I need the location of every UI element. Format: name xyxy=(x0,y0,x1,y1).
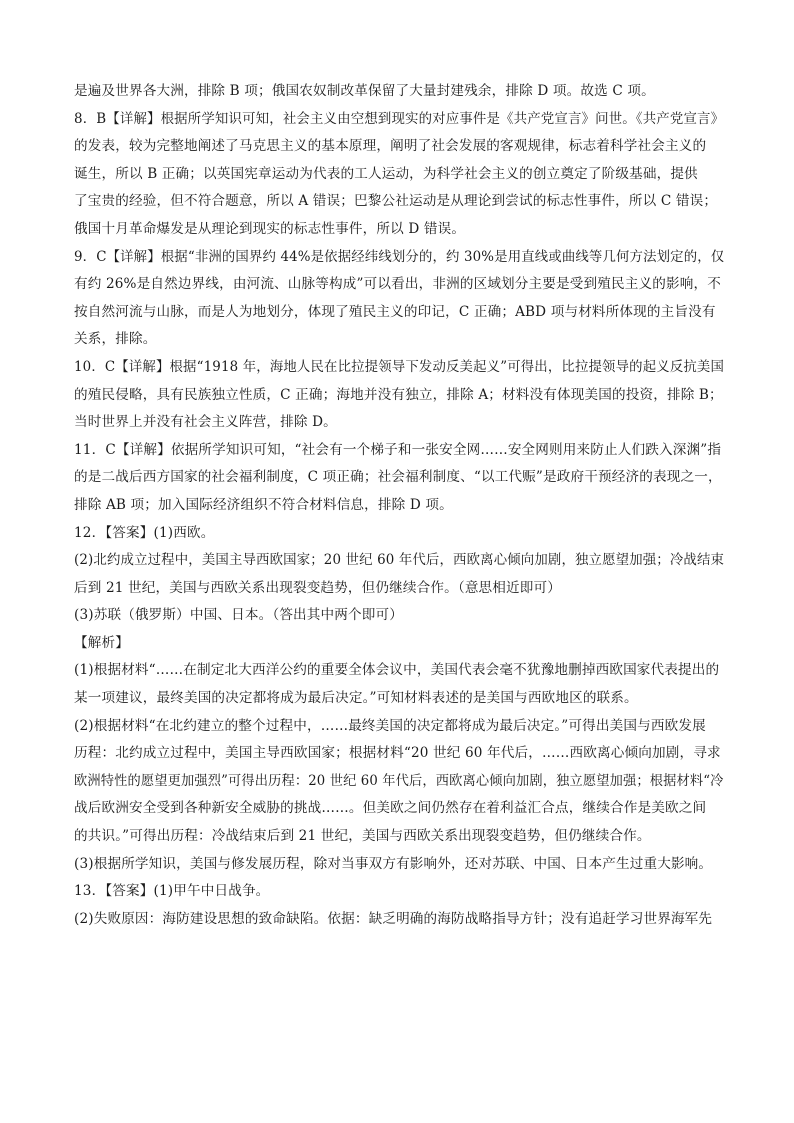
text-line: 关系，排除。 xyxy=(74,331,157,348)
text-line: 当时世界上并没有社会主义阵营，排除 D。 xyxy=(74,414,337,431)
text-line: (2)根据材料“在北约建立的整个过程中，……最终美国的决定都将成为最后决定。”可得出美国与西欧发展 xyxy=(74,717,706,734)
document-body xyxy=(74,78,724,933)
text-line: 某一项建议，最终美国的决定都将成为最后决定。”可知材料表述的是美国与西欧地区的联系。 xyxy=(74,690,638,707)
text-line: 是遍及世界各大洲，排除 B 项；俄国农奴制改革保留了大量封建残余，排除 D 项。故选 C 项。 xyxy=(74,83,655,99)
analysis-heading: 【解析】 xyxy=(74,634,129,651)
question-13-answer-line: 13．【答案】(1)甲午中日战争。 xyxy=(74,883,270,900)
question-8-line: 8．B【详解】根据所学知识可知，社会主义由空想到现实的对应事件是《共产党宣言》问世。《共产党宣言》 xyxy=(74,110,725,127)
text-line: (3)苏联（俄罗斯）中国、日本。（答出其中两个即可） xyxy=(74,607,404,624)
text-line: 欧洲特性的愿望更加强烈”可得出历程：20 世纪 60 年代后，西欧离心倾向加剧，独立愿望加强；根据材料“冷 xyxy=(74,772,724,789)
text-line: 了宝贵的经验，但不符合题意，所以 A 错误；巴黎公社运动是从理论到尝试的标志性事件，所以 C 错误； xyxy=(74,193,718,210)
text-line: 诞生，所以 B 正确；以英国宪章运动为代表的工人运动，为科学社会主义的创立奠定了阶级基础，提供 xyxy=(74,165,698,182)
question-11-line: 11．C【详解】依据所学知识可知，“社会有一个梯子和一张安全网……安全网则用来防止人们跌入深渊”指 xyxy=(74,441,722,458)
question-12-answer-line: 12．【答案】(1)西欧。 xyxy=(74,524,215,541)
text-line: 战后欧洲安全受到各种新安全威胁的挑战……。但美欧之间仍然存在着利益汇合点，继续合作是美欧之间 xyxy=(74,800,707,817)
text-line: (3)根据所学知识，美国与修发展历程，除对当事双方有影响外，还对苏联、中国、日本产生过重大影响。 xyxy=(74,855,713,872)
text-line: 的殖民侵略，具有民族独立性质，C 正确；海地并没有独立，排除 A；材料没有体现美国的投资，排除 B； xyxy=(74,386,723,403)
text-line: 的是二战后西方国家的社会福利制度，C 项正确；社会福利制度、“以工代赈”是政府干预经济的表现之一， xyxy=(74,469,722,486)
text-line: 的共识。”可得出历程：冷战结束后到 21 世纪，美国与西欧关系出现裂变趋势，但仍继续合作。 xyxy=(74,828,651,845)
text-line: 历程：北约成立过程中，美国主导西欧国家；根据材料“20 世纪 60 年代后，……西欧离心倾向加剧，寻求 xyxy=(74,745,721,762)
text-line: 按自然河流与山脉，而是人为地划分，体现了殖民主义的印记，C 正确；ABD 项与材料所体现的主旨没有 xyxy=(74,303,716,320)
text-line: (2)失败原因：海防建设思想的致命缺陷。依据：缺乏明确的海防战略指导方针；没有追赶学习世界海军先 xyxy=(74,910,713,927)
question-9-line: 9．C【详解】根据“非洲的国界约 44%是依据经纬线划分的，约 30%是用直线或曲线等几何方法划定的，仅 xyxy=(74,248,725,265)
text-line: (1)根据材料“……在制定北大西洋公约的重要全体会议中，美国代表会毫不犹豫地删掉西欧国家代表提出的 xyxy=(74,662,720,679)
question-10-line: 10．C【详解】根据“1918 年，海地人民在比拉提领导下发动反美起义”可得出，比拉提领导的起义反抗美国 xyxy=(74,358,725,375)
text-line: 有约 26%是自然边界线，由河流、山脉等构成”可以看出，非洲的区域划分主要是受到殖民主义的影响，不 xyxy=(74,276,721,293)
text-line: 排除 AB 项；加入国际经济组织不符合材料信息，排除 D 项。 xyxy=(74,496,453,513)
text-line: 后到 21 世纪，美国与西欧关系出现裂变趋势，但仍继续合作。（意思相近即可） xyxy=(74,579,562,596)
text-line: (2)北约成立过程中，美国主导西欧国家；20 世纪 60 年代后，西欧离心倾向加剧，独立愿望加强；冷战结束 xyxy=(74,552,725,569)
text-line: 俄国十月革命爆发是从理论到现实的标志性事件，所以 D 错误。 xyxy=(74,220,466,237)
text-line: 的发表，较为完整地阐述了马克思主义的基本原理，阐明了社会发展的客观规律，标志着科学社会主义的 xyxy=(74,138,707,155)
